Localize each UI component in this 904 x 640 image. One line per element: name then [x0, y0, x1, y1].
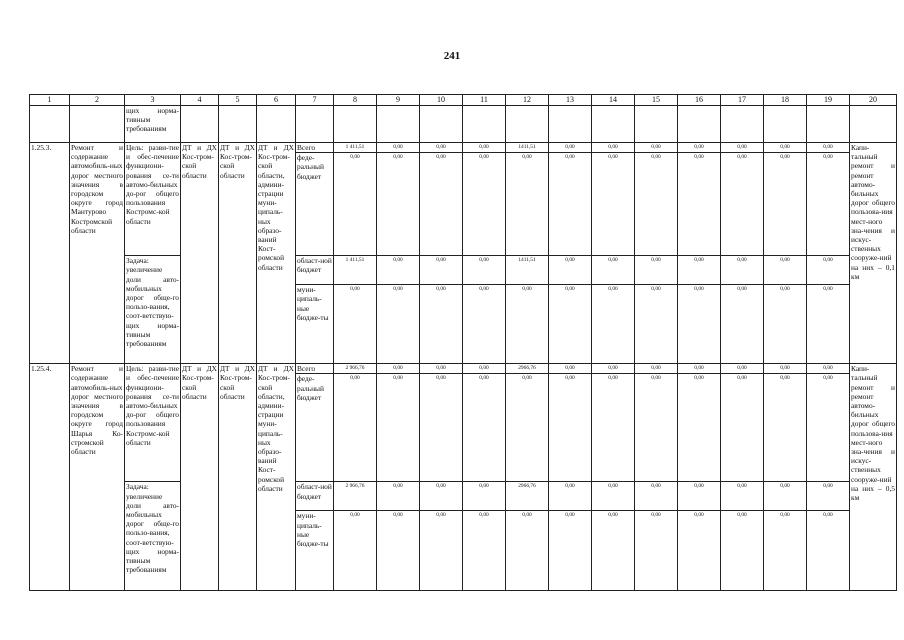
value-cell: 0,00 [549, 364, 592, 374]
goal-continuation: щих норма-тивным требованиям [125, 106, 181, 143]
value-cell: 0,00 [764, 374, 807, 482]
empty-cell [592, 106, 635, 143]
value-cell: 0,00 [592, 153, 635, 256]
empty-cell [850, 106, 897, 143]
value-cell: 0,00 [377, 364, 420, 374]
budget-label: Всего [296, 364, 334, 374]
row-result: Капи-тальный ремонт и ремонт автомо-бильных дорог общего пользова-ния мест-ного зна-чения и искус-ственных сооруже-ний на них – 0,5 км [850, 364, 897, 591]
value-cell: 0,00 [807, 374, 850, 482]
value-cell: 0,00 [549, 153, 592, 256]
value-cell: 0,00 [721, 374, 764, 482]
value-cell: 0,00 [334, 511, 377, 591]
empty-cell [420, 106, 463, 143]
empty-cell [219, 106, 257, 143]
value-cell: 0,00 [635, 143, 678, 153]
header-cell: 17 [721, 95, 764, 106]
header-cell: 18 [764, 95, 807, 106]
value-cell: 0,00 [420, 511, 463, 591]
empty-cell [257, 106, 296, 143]
value-cell: 0,00 [764, 511, 807, 591]
value-cell: 2 966,76 [334, 482, 377, 511]
value-cell: 0,00 [377, 374, 420, 482]
value-cell: 0,00 [721, 285, 764, 364]
value-cell: 0,00 [721, 256, 764, 285]
budget-label: област-ной бюджет [296, 256, 334, 285]
value-cell: 0,00 [420, 364, 463, 374]
header-cell: 20 [850, 95, 897, 106]
program-table [29, 94, 897, 591]
value-cell: 0,00 [463, 285, 506, 364]
value-cell: 0,00 [377, 143, 420, 153]
header-cell: 12 [506, 95, 549, 106]
value-cell: 0,00 [592, 374, 635, 482]
value-cell: 0,00 [549, 511, 592, 591]
value-cell: 0,00 [592, 364, 635, 374]
budget-label: муни-ципаль-ные бюдже-ты [296, 511, 334, 591]
row-col5: ДТ и ДХ Кос-тром-ской области [219, 143, 257, 364]
header-cell: 1 [30, 95, 70, 106]
value-cell: 0,00 [592, 256, 635, 285]
budget-label: област-ной бюджет [296, 482, 334, 511]
value-cell: 0,00 [635, 256, 678, 285]
value-cell: 0,00 [334, 374, 377, 482]
value-cell: 0,00 [463, 511, 506, 591]
empty-cell [721, 106, 764, 143]
value-cell: 0,00 [506, 374, 549, 482]
value-cell: 0,00 [678, 374, 721, 482]
value-cell: 0,00 [807, 482, 850, 511]
empty-cell [678, 106, 721, 143]
value-cell: 0,00 [420, 143, 463, 153]
value-cell: 0,00 [807, 143, 850, 153]
value-cell: 0,00 [678, 482, 721, 511]
header-cell: 4 [181, 95, 219, 106]
empty-cell [506, 106, 549, 143]
row-col4: ДТ и ДХ Кос-тром-ской области [181, 364, 219, 591]
budget-label: феде-ральный бюджет [296, 153, 334, 256]
value-cell: 2966,76 [506, 482, 549, 511]
value-cell: 0,00 [506, 153, 549, 256]
value-cell: 0,00 [678, 143, 721, 153]
row-name: Ремонт и содержание автомобиль-ных дорог местного значения в городском округе город Мантурово Костромской области [70, 143, 125, 364]
row-task: Задача: увеличение доли авто-мобильных дорог обще-го пользо-вания, соот-ветствую-щих норма-тивным требованиям [125, 256, 181, 364]
value-cell: 0,00 [549, 482, 592, 511]
header-cell: 9 [377, 95, 420, 106]
row-result: Капи-тальный ремонт и ремонт автомо-бильных дорог общего пользова-ния мест-ного зна-чения и искус-ственных сооруже-ний на них – 0,1 км [850, 143, 897, 364]
empty-cell [807, 106, 850, 143]
header-cell: 11 [463, 95, 506, 106]
row-task: Задача: увеличение доли авто-мобильных дорог обще-го пользо-вания, соот-ветствую-щих норма-тивным требованиям [125, 482, 181, 591]
value-cell: 1 411,51 [334, 143, 377, 153]
value-cell: 0,00 [420, 285, 463, 364]
value-cell: 0,00 [764, 153, 807, 256]
value-cell: 0,00 [678, 511, 721, 591]
header-cell: 6 [257, 95, 296, 106]
row-goal: Цель: разви-тие и обес-печение функциони-рования се-ти автомо-бильных до-рог общего пользования Костромс-кой области [125, 143, 181, 256]
value-cell: 0,00 [764, 482, 807, 511]
value-cell: 0,00 [635, 364, 678, 374]
value-cell: 0,00 [506, 511, 549, 591]
value-cell: 0,00 [463, 364, 506, 374]
empty-cell [70, 106, 125, 143]
value-cell: 0,00 [807, 153, 850, 256]
row-goal: Цель: разви-тие и обес-печение функциони-рования се-ти автомо-бильных до-рог общего пользования Костромс-кой области [125, 364, 181, 482]
value-cell: 0,00 [377, 511, 420, 591]
value-cell: 0,00 [721, 511, 764, 591]
value-cell: 0,00 [420, 482, 463, 511]
value-cell: 0,00 [592, 143, 635, 153]
empty-cell [549, 106, 592, 143]
row-col6: ДТ и ДХ Кос-тром-ской области, админи-страции муни-ципаль-ных образо-ваний Кост-ромской области [257, 143, 296, 364]
header-cell: 2 [70, 95, 125, 106]
value-cell: 0,00 [807, 364, 850, 374]
value-cell: 0,00 [592, 285, 635, 364]
value-cell: 0,00 [377, 285, 420, 364]
value-cell: 0,00 [721, 143, 764, 153]
empty-cell [30, 106, 70, 143]
value-cell: 0,00 [463, 374, 506, 482]
row-number: 1.25.3. [30, 143, 70, 364]
budget-label: феде-ральный бюджет [296, 374, 334, 482]
empty-cell [334, 106, 377, 143]
value-cell: 0,00 [635, 482, 678, 511]
value-cell: 0,00 [678, 256, 721, 285]
value-cell: 0,00 [635, 374, 678, 482]
table-row [30, 482, 897, 511]
value-cell: 0,00 [420, 374, 463, 482]
value-cell: 0,00 [721, 364, 764, 374]
value-cell: 0,00 [592, 511, 635, 591]
empty-cell [181, 106, 219, 143]
value-cell: 0,00 [678, 285, 721, 364]
value-cell: 0,00 [635, 285, 678, 364]
table-row [30, 364, 897, 374]
value-cell: 1 411,51 [334, 256, 377, 285]
row-name: Ремонт и содержание автомобиль-ных дорог местного значения в городском округе город Шарья Ко-стромской области [70, 364, 125, 591]
header-cell: 16 [678, 95, 721, 106]
value-cell: 0,00 [549, 285, 592, 364]
value-cell: 0,00 [764, 364, 807, 374]
value-cell: 1411,51 [506, 143, 549, 153]
value-cell: 0,00 [721, 482, 764, 511]
row-col5: ДТ и ДХ Кос-тром-ской области [219, 364, 257, 591]
row-col6: ДТ и ДХ Кос-тром-ской области, админи-страции муни-ципаль-ных образо-ваний Кост-ромской области [257, 364, 296, 591]
empty-cell [463, 106, 506, 143]
value-cell: 0,00 [463, 482, 506, 511]
value-cell: 0,00 [506, 285, 549, 364]
table-row [30, 143, 897, 153]
empty-cell [635, 106, 678, 143]
continuation-row [30, 106, 897, 143]
header-cell: 19 [807, 95, 850, 106]
value-cell: 0,00 [420, 153, 463, 256]
empty-cell [296, 106, 334, 143]
header-cell: 10 [420, 95, 463, 106]
value-cell: 0,00 [463, 153, 506, 256]
page-number: 241 [443, 50, 461, 62]
budget-label: муни-ципаль-ные бюдже-ты [296, 285, 334, 364]
value-cell: 0,00 [334, 153, 377, 256]
value-cell: 1411,51 [506, 256, 549, 285]
value-cell: 0,00 [721, 153, 764, 256]
value-cell: 0,00 [334, 285, 377, 364]
header-cell: 8 [334, 95, 377, 106]
value-cell: 0,00 [635, 511, 678, 591]
value-cell: 0,00 [635, 153, 678, 256]
value-cell: 0,00 [549, 256, 592, 285]
value-cell: 0,00 [549, 374, 592, 482]
value-cell: 0,00 [549, 143, 592, 153]
value-cell: 0,00 [764, 285, 807, 364]
header-cell: 15 [635, 95, 678, 106]
header-cell: 3 [125, 95, 181, 106]
empty-cell [764, 106, 807, 143]
value-cell: 0,00 [764, 256, 807, 285]
header-cell: 13 [549, 95, 592, 106]
row-number: 1.25.4. [30, 364, 70, 591]
value-cell: 0,00 [420, 256, 463, 285]
value-cell: 0,00 [377, 482, 420, 511]
header-cell: 14 [592, 95, 635, 106]
header-row [30, 95, 897, 106]
budget-label: Всего [296, 143, 334, 153]
value-cell: 0,00 [377, 256, 420, 285]
value-cell: 0,00 [678, 153, 721, 256]
header-cell: 7 [296, 95, 334, 106]
row-col4: ДТ и ДХ Кос-тром-ской области [181, 143, 219, 364]
value-cell: 0,00 [764, 143, 807, 153]
value-cell: 0,00 [807, 285, 850, 364]
value-cell: 0,00 [807, 511, 850, 591]
value-cell: 0,00 [463, 256, 506, 285]
value-cell: 0,00 [678, 364, 721, 374]
table-row [30, 256, 897, 285]
value-cell: 0,00 [592, 482, 635, 511]
value-cell: 2 966,76 [334, 364, 377, 374]
value-cell: 0,00 [463, 143, 506, 153]
value-cell: 0,00 [807, 256, 850, 285]
value-cell: 0,00 [377, 153, 420, 256]
empty-cell [377, 106, 420, 143]
header-cell: 5 [219, 95, 257, 106]
value-cell: 2966,76 [506, 364, 549, 374]
